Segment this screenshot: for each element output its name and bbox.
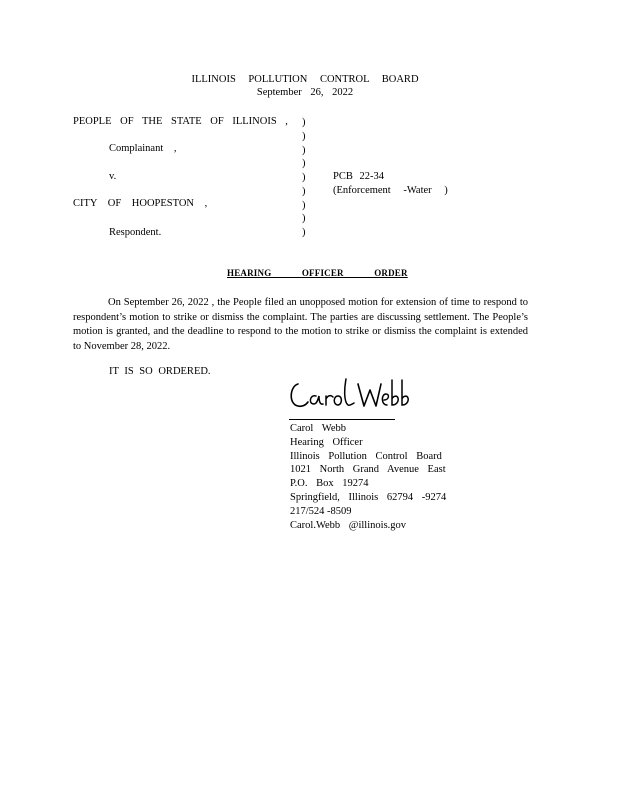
signer-city: Springfield, Illinois 62794 -9274	[290, 491, 447, 503]
order-body: On September 26, 2022 , the People filed an unopposed motion for extension of time to respond to respondent’s motion to strike or dismiss the complaint. The parties are discussing settlement. The People’s motion is granted, and the deadline to respond to the motion to strike or dismiss the complaint is extended to November 28, 2022.	[73, 297, 528, 352]
signer-name: Carol Webb	[290, 423, 346, 434]
document-header	[0, 73, 610, 99]
plaintiff-name: PEOPLE OF THE STATE OF ILLINOIS ,	[73, 116, 288, 127]
signature-block	[290, 422, 446, 532]
case-number: PCB 22-34	[333, 171, 384, 182]
defendant-role: Respondent.	[109, 227, 162, 238]
signer-po-box: P.O. Box 19274	[290, 478, 369, 490]
caption-paren: )	[302, 213, 306, 225]
handwritten-signature	[286, 374, 416, 416]
agency-name: ILLINOIS POLLUTION CONTROL BOARD	[191, 74, 419, 85]
signature-line	[289, 419, 395, 420]
versus-label: v.	[109, 171, 117, 182]
signer-title: Hearing Officer	[290, 436, 363, 448]
caption-paren: )	[302, 158, 306, 170]
signer-email: Carol.Webb @illinois.gov	[290, 519, 407, 531]
caption-paren: )	[302, 144, 306, 156]
defendant-name: CITY OF HOOPESTON ,	[73, 198, 208, 209]
order-date: September 26, 2022	[256, 87, 354, 98]
caption-paren: )	[302, 227, 306, 238]
signer-street: 1021 North Grand Avenue East	[290, 464, 446, 476]
case-type: (Enforcement -Water )	[333, 185, 448, 196]
order-title: HEARING OFFICER ORDER	[227, 268, 408, 278]
caption-paren: )	[302, 199, 306, 211]
caption-paren: )	[302, 185, 306, 197]
signer-agency: Illinois Pollution Control Board	[290, 450, 442, 462]
plaintiff-role: Complainant ,	[109, 143, 177, 154]
caption-paren: )	[302, 130, 306, 142]
closing-statement: IT IS SO ORDERED.	[109, 366, 211, 377]
signer-phone: 217/524 -8509	[290, 505, 352, 517]
caption-parens	[302, 116, 306, 240]
caption-paren: )	[302, 117, 306, 128]
caption-paren: )	[302, 172, 306, 183]
